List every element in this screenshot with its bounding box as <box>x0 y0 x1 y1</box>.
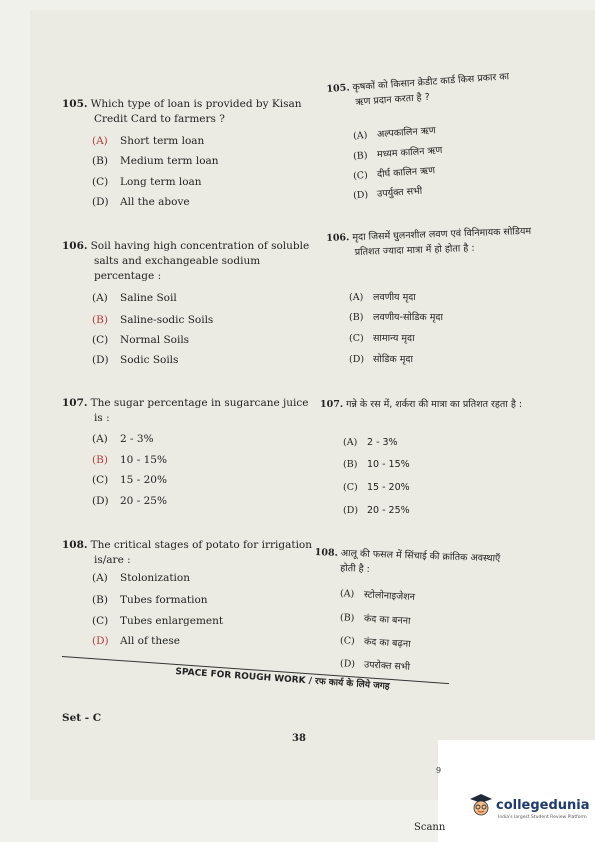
option-108-b: (B) Tubes formation <box>92 594 208 606</box>
option-106-hi-c: (C) सामान्य मृदा <box>349 333 415 344</box>
question-text-line: percentage : <box>94 270 162 282</box>
option-107-c: (C) 15 - 20% <box>92 474 167 486</box>
option-107-hi-d: (D) 20 - 25% <box>343 505 410 516</box>
option-105-hi-a: (A) अल्पकालिन ऋण <box>352 125 437 142</box>
question-text-line: Soil having high concentration of soluble <box>90 240 310 252</box>
option-108-d: (D) All of these <box>92 635 180 647</box>
option-108-hi-b: (B) कंद का बनना <box>339 612 411 627</box>
set-label: Set - C <box>62 712 102 724</box>
option-105-a: (A) Short term loan <box>92 135 205 147</box>
question-105-hi: 105. कृषकों को किसान क्रेडीट कार्ड किस प्रकार का ऋण प्रदान करता है ? <box>326 69 511 112</box>
question-text-line: कृषकों को किसान क्रेडीट कार्ड किस प्रकार का <box>352 71 510 94</box>
question-text-line: होती है : <box>340 562 371 575</box>
option-106-hi-b: (B) लवणीय-सोडिक मृदा <box>349 312 443 323</box>
question-text-line: The sugar percentage in sugarcane juice <box>90 397 309 409</box>
option-107-hi-c: (C) 15 - 20% <box>343 482 410 493</box>
question-text-line: गन्ने के रस में, शर्करा की मात्रा का प्रतिशत रहता है : <box>346 399 523 410</box>
question-number: 105. <box>62 98 88 110</box>
option-106-a: (A) Saline Soil <box>92 292 177 304</box>
question-text-line: Credit Card to farmers ? <box>94 113 225 125</box>
graduate-mascot-icon <box>468 792 494 818</box>
question-106-hi: 106. मृदा जिसमें घुलनशील लवण एवं विनिमायक सोडियम प्रतिशत ज्यादा मात्रा में हो होता है : <box>326 224 532 261</box>
question-text-line: The critical stages of potato for irrigation <box>90 539 313 551</box>
question-107-hi: 107. गन्ने के रस में, शर्करा की मात्रा का प्रतिशत रहता है : <box>320 399 523 410</box>
brand-logo-text: collegedunia <box>496 798 590 813</box>
option-107-b: (B) 10 - 15% <box>92 454 167 466</box>
option-105-hi-d: (D) उपर्युक्त सभी <box>352 185 423 202</box>
option-106-hi-a: (A) लवणीय मृदा <box>349 292 416 303</box>
option-106-c: (C) Normal Soils <box>92 334 190 346</box>
corner-digit: 9 <box>436 766 442 775</box>
question-108-en <box>62 538 312 568</box>
question-106-en <box>62 239 312 284</box>
option-107-a: (A) 2 - 3% <box>92 433 154 445</box>
question-text-line: is : <box>94 412 110 424</box>
page-number: 38 <box>292 733 306 744</box>
option-108-a: (A) Stolonization <box>92 572 190 584</box>
watermark-panel <box>438 740 595 842</box>
question-text-line: ऋण प्रदान करता है ? <box>355 91 431 108</box>
option-106-hi-d: (D) सोडिक मृदा <box>349 354 413 365</box>
question-text-line: मृदा जिसमें घुलनशील लवण एवं विनिमायक सोडियम <box>352 225 532 244</box>
question-number: 106. <box>62 240 88 252</box>
option-108-hi-c: (C) कंद का बढ़ना <box>339 635 411 650</box>
option-105-d: (D) All the above <box>92 196 190 208</box>
option-108-hi-a: (A) स्टोलोनाइजेशन <box>339 588 416 603</box>
option-105-hi-c: (C) दीर्घ कालिन ऋण <box>352 165 436 182</box>
option-108-c: (C) Tubes enlargement <box>92 615 224 627</box>
option-107-hi-b: (B) 10 - 15% <box>343 459 410 470</box>
question-text-line: प्रतिशत ज्यादा मात्रा में हो होता है : <box>354 242 475 259</box>
question-text-line: Which type of loan is provided by Kisan <box>90 98 302 110</box>
brand-tagline: India's largest Student Review Platform <box>498 815 587 820</box>
question-105-en <box>62 97 312 127</box>
option-106-d: (D) Sodic Soils <box>92 354 179 366</box>
option-107-hi-a: (A) 2 - 3% <box>343 437 398 448</box>
question-text-line: salts and exchangeable sodium <box>94 255 261 267</box>
option-108-hi-d: (D) उपरोक्त सभी <box>339 658 411 673</box>
scan-text: Scann <box>414 822 446 833</box>
option-105-c: (C) Long term loan <box>92 176 202 188</box>
option-105-b: (B) Medium term loan <box>92 155 219 167</box>
option-105-hi-b: (B) मध्यम कालिन ऋण <box>352 144 443 163</box>
option-107-d: (D) 20 - 25% <box>92 495 167 507</box>
question-text-line: is/are : <box>94 554 131 566</box>
option-106-b: (B) Saline-sodic Soils <box>92 314 214 326</box>
question-107-en <box>62 396 312 426</box>
question-108-hi: 108. आलू की फसल में सिंचाई की क्रांतिक अवस्थाएँ होती है : <box>314 545 501 581</box>
question-number: 108. <box>62 539 88 551</box>
question-number: 107. <box>62 397 88 409</box>
question-text-line: आलू की फसल में सिंचाई की क्रांतिक अवस्थाएँ <box>340 547 501 565</box>
rough-work-caption: SPACE FOR ROUGH WORK / रफ कार्य के लिये जगह <box>175 666 390 692</box>
